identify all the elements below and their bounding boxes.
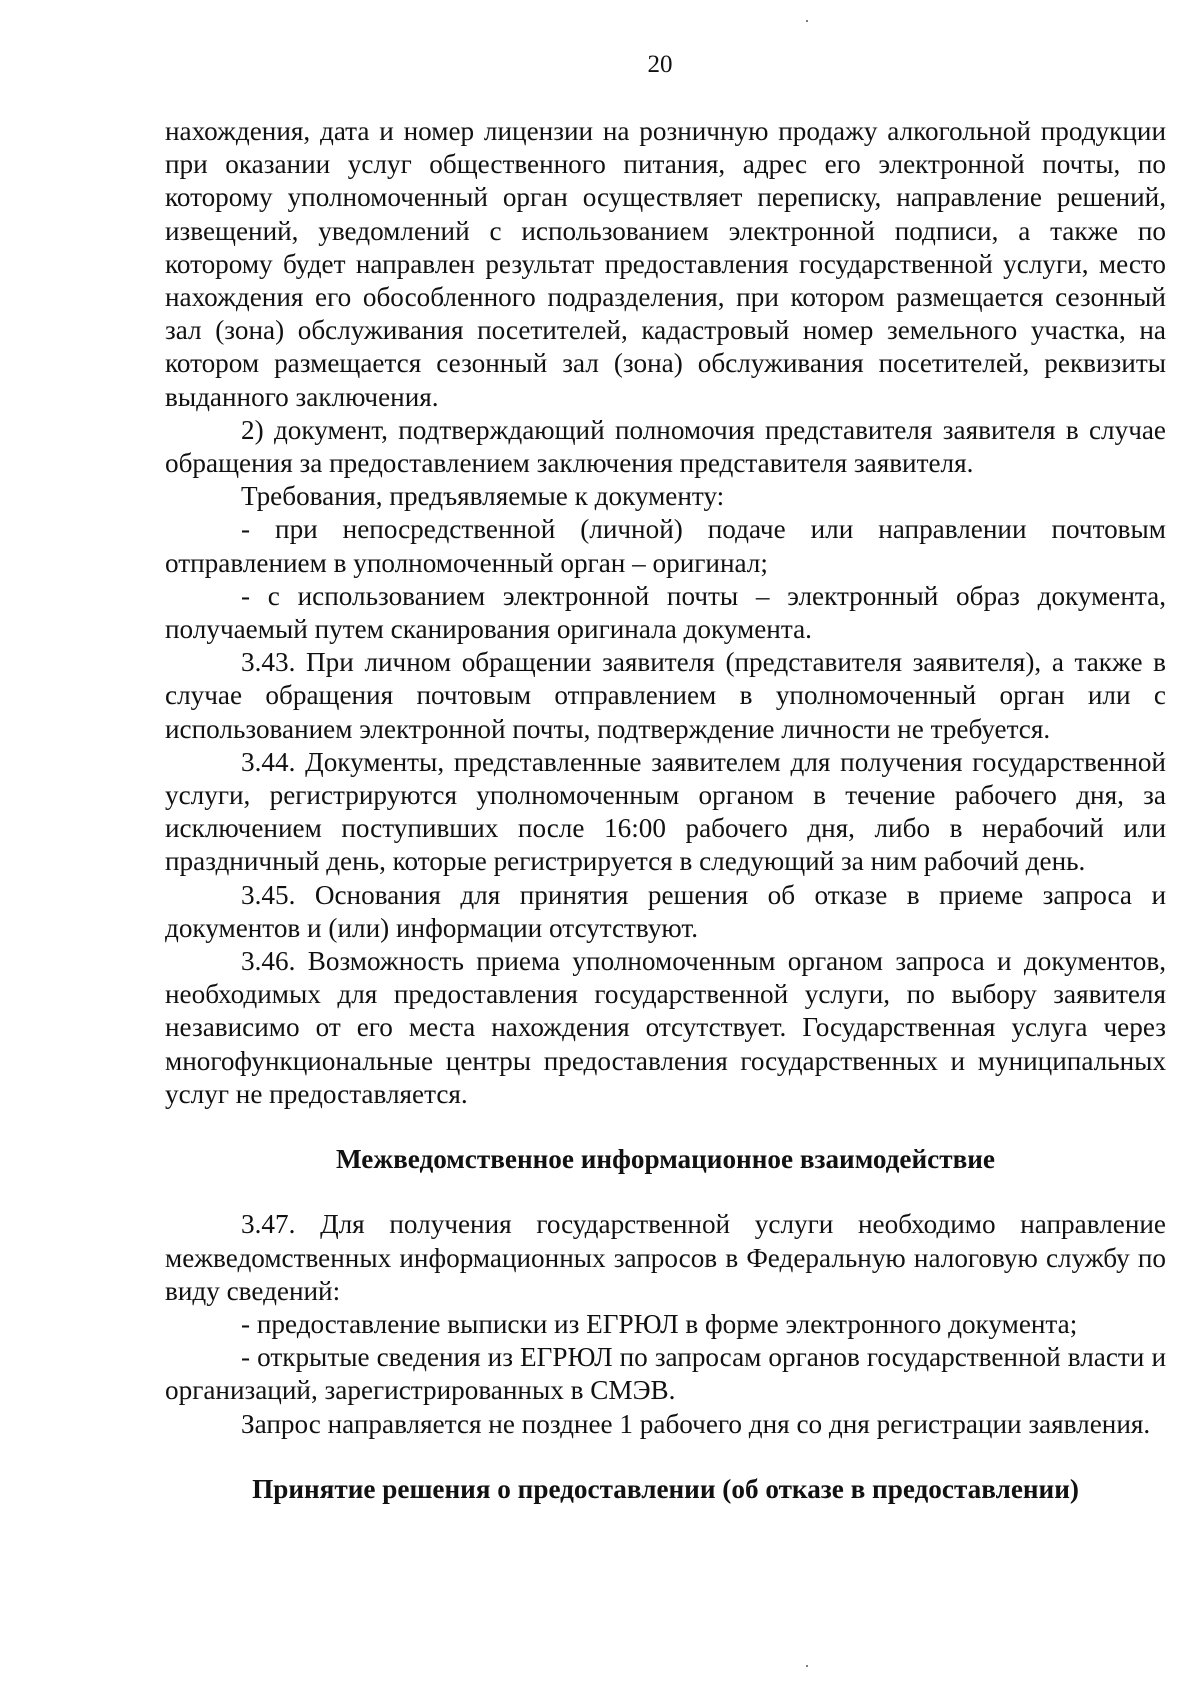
paragraph-item-2: 2) документ, подтверждающий полномочия представителя заявителя в случае обращения за предоставлением заключения представителя заявителя. — [165, 414, 1166, 479]
section-heading-interagency: Межведомственное информационное взаимодействие — [335, 1144, 996, 1175]
section-heading-decision: Принятие решения о предоставлении (об отказе в предоставлении) — [252, 1473, 1079, 1504]
paragraph-bullet-open-data: - открытые сведения из ЕГРЮЛ по запросам органов государственной власти и организаций, зарегистрированных в СМЭВ. — [165, 1342, 1166, 1406]
scan-speck — [806, 20, 808, 22]
paragraph-3-43: 3.43. При личном обращении заявителя (представителя заявителя), а также в случае обращения почтовым отправлением в уполномоченный орган или с использованием электронной почты, подтверждение личности не требуется. — [165, 647, 1166, 744]
paragraph-bullet-original: - при непосредственной (личной) подаче или направлении почтовым отправлением в уполномоченный орган – оригинал; — [165, 514, 1166, 578]
paragraph-3-45: 3.45. Основания для принятия решения об отказе в приеме запроса и документов и (или) информации отсутствуют. — [165, 879, 1166, 943]
page-number: 20 — [647, 51, 673, 78]
paragraph-request-deadline: Запрос направляется не позднее 1 рабочего дня со дня регистрации заявления. — [241, 1408, 1151, 1439]
paragraph-3-46: 3.46. Возможность приема уполномоченным органом запроса и документов, необходимых для предоставления государственной услуги, по выбору заявителя независимо от его места нахождения отсутствует. Государственная услуга через многофункциональные центры предоставления государственных и муниципальных услуг не предоставляется. — [165, 946, 1166, 1109]
paragraph-requirements: Требования, предъявляемые к документу: — [241, 481, 725, 512]
paragraph-bullet-email: - с использованием электронной почты – электронный образ документа, получаемый путем сканирования оригинала документа. — [165, 580, 1166, 645]
paragraph-3-47: 3.47. Для получения государственной услуги необходимо направление межведомственных информационных запросов в Федеральную налоговую службу по виду сведений: — [165, 1209, 1166, 1306]
document-body — [165, 115, 1166, 1506]
paragraph-3-44: 3.44. Документы, представленные заявителем для получения государственной услуги, регистрируются уполномоченным органом в течение рабочего дня, за исключением поступивших после 16:00 рабочего дня, либо в нерабочий или праздничный день, которые регистрируется в следующий за ним рабочий день. — [165, 746, 1166, 877]
paragraph-bullet-extract: - предоставление выписки из ЕГРЮЛ в форме электронного документа; — [241, 1308, 1078, 1339]
scan-speck — [806, 1665, 808, 1667]
paragraph-continuation: нахождения, дата и номер лицензии на розничную продажу алкогольной продукции при оказании услуг общественного питания, адрес его электронной почты, по которому уполномоченный орган осуществляет переписку, направление решений, извещений, уведомлений с использованием электронной подписи, а также по которому будет направлен результат предоставления государственной услуги, место нахождения его обособленного подразделения, при котором размещается сезонный зал (зона) обслуживания посетителей, кадастровый номер земельного участка, на котором размещается сезонный зал (зона) обслуживания посетителей, реквизиты выданного заключения. — [165, 116, 1166, 412]
